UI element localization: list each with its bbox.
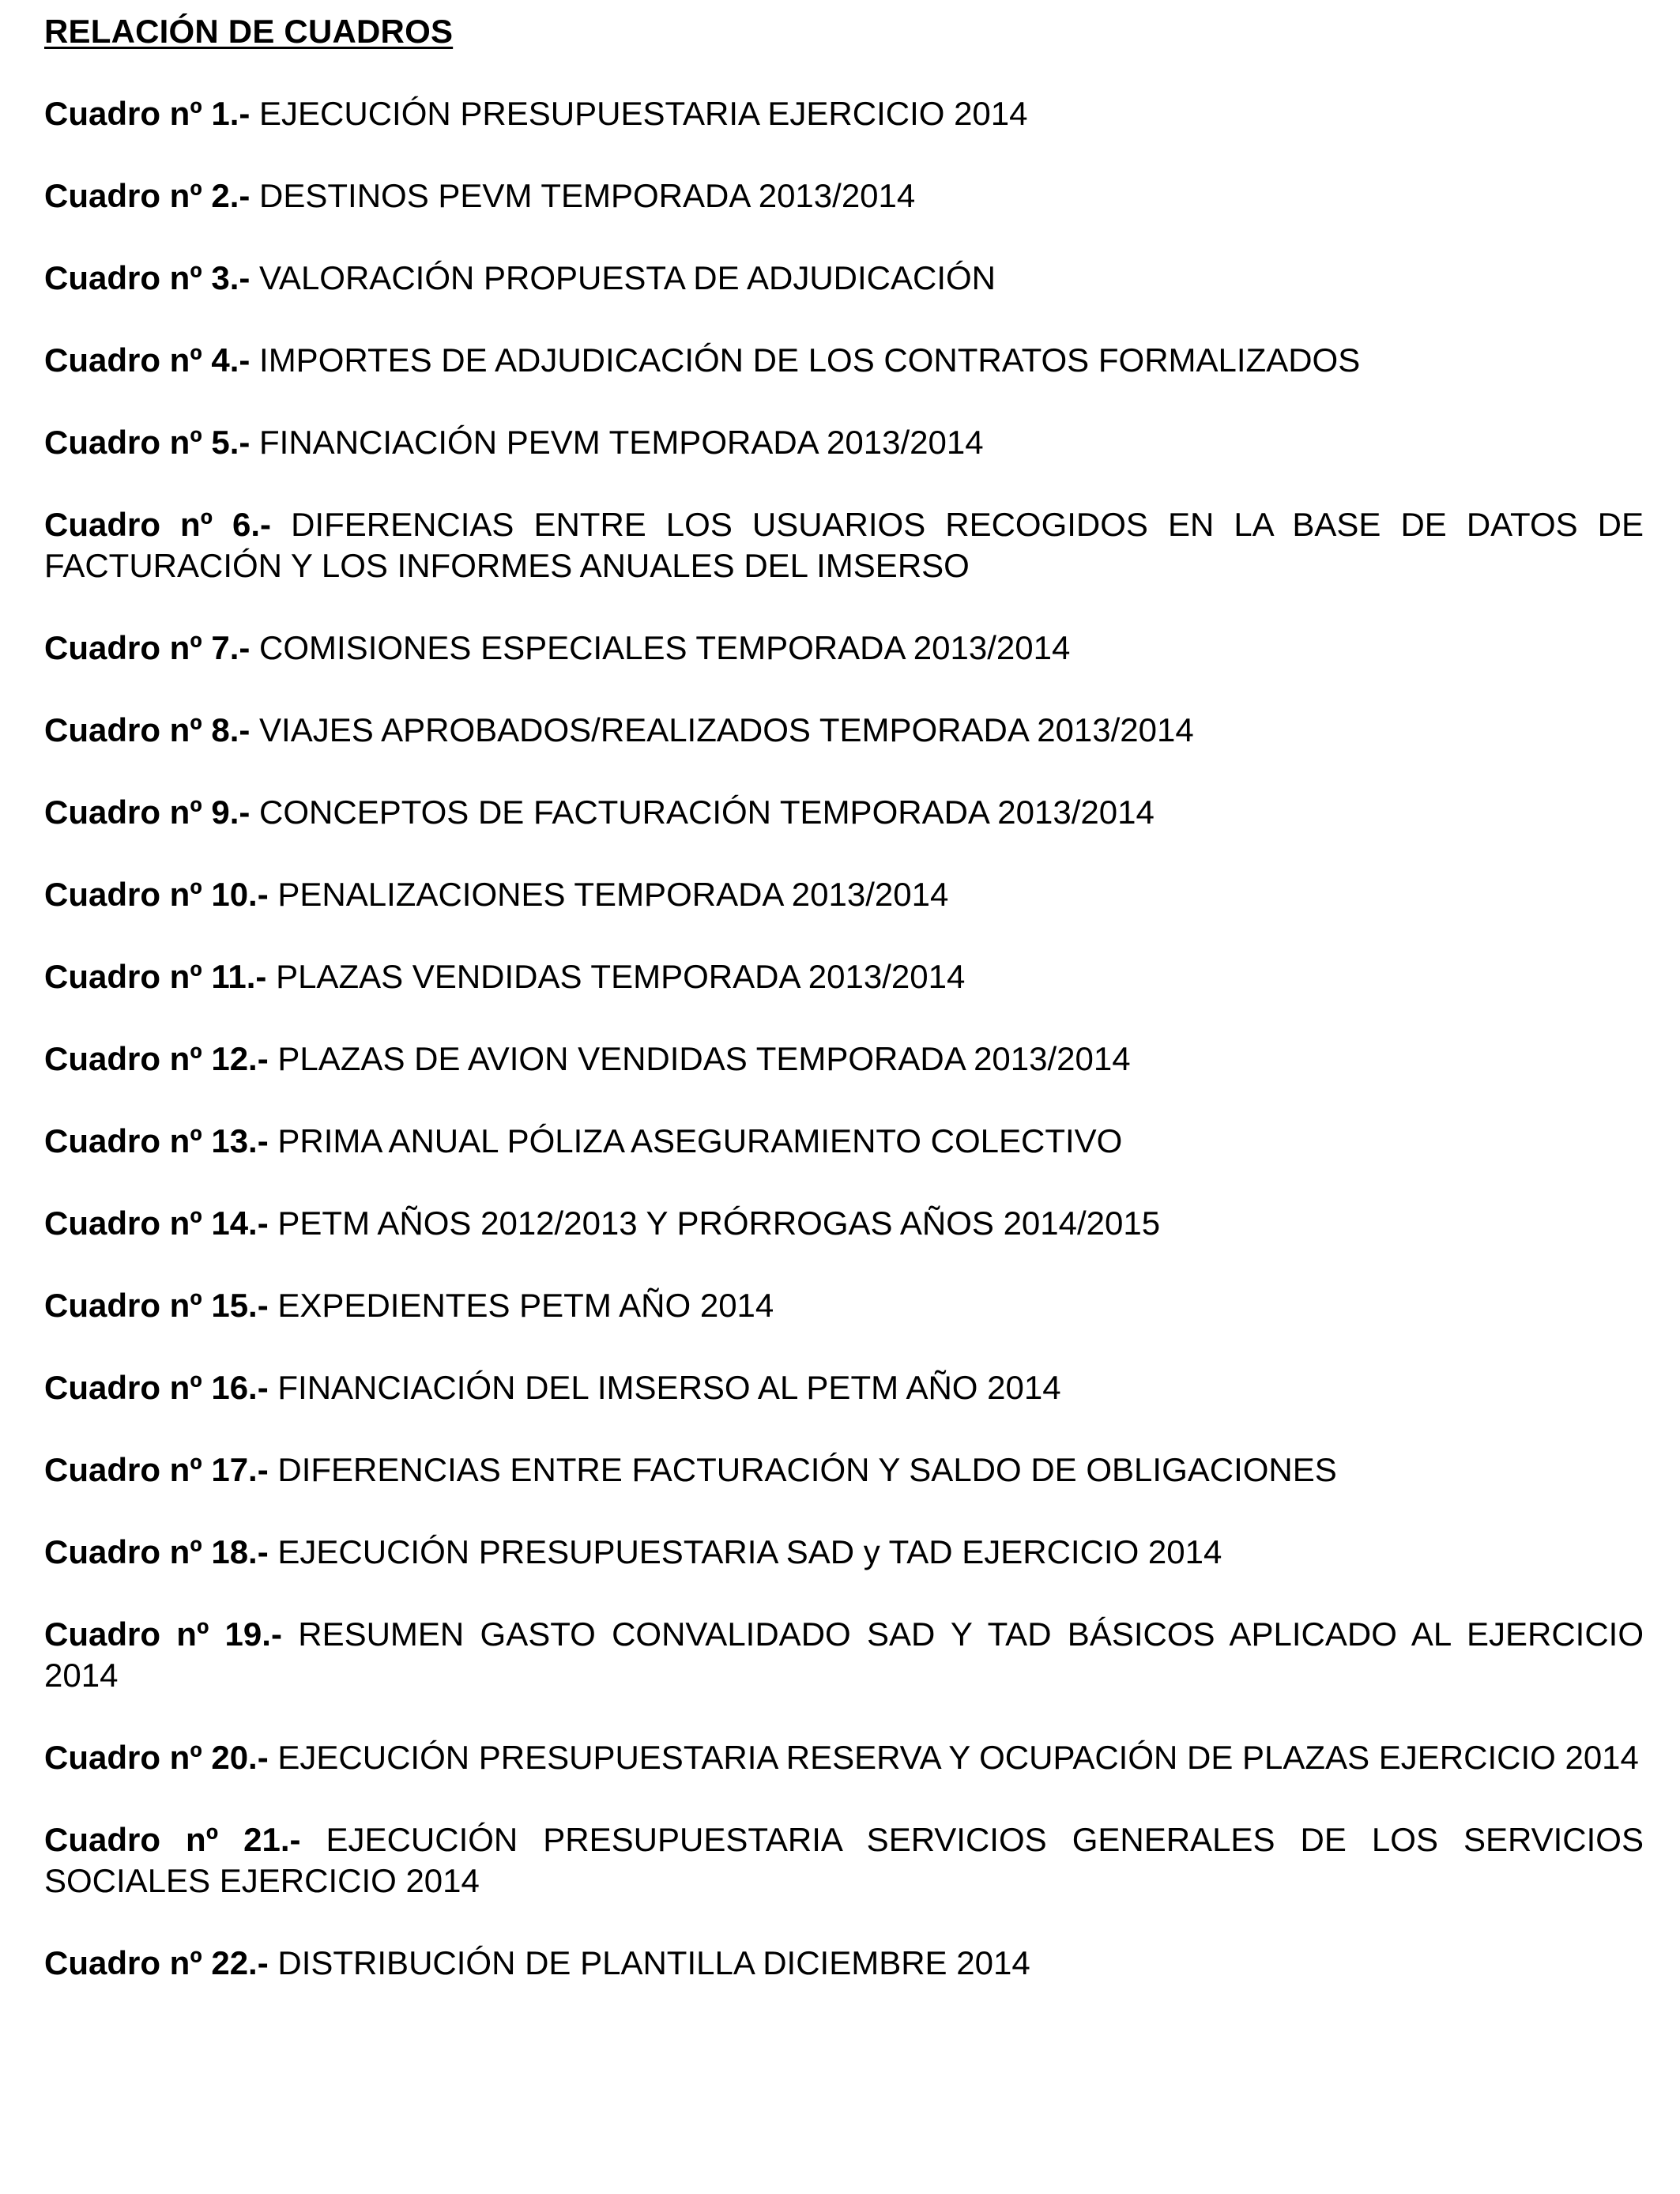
page-title: RELACIÓN DE CUADROS [44,13,454,50]
list-item [44,422,1644,463]
list-item [44,956,1644,997]
entry-label: Cuadro nº 11.- [44,958,267,995]
list-item [44,1819,1644,1902]
entry-label: Cuadro nº 12.- [44,1040,269,1077]
entry-label: Cuadro nº 4.- [44,341,250,379]
entry-label: Cuadro nº 14.- [44,1204,269,1242]
entry-label: Cuadro nº 16.- [44,1369,269,1406]
list-item [44,1532,1644,1573]
list-item [44,1943,1644,1984]
list-item [44,258,1644,299]
entry-text: CONCEPTOS DE FACTURACIÓN TEMPORADA 2013/2014 [259,794,1155,831]
list-item [44,1121,1644,1162]
entry-label: Cuadro nº 7.- [44,629,250,666]
entry-text: PLAZAS DE AVION VENDIDAS TEMPORADA 2013/2014 [277,1040,1131,1077]
list-item [44,1449,1644,1491]
entry-text: EJECUCIÓN PRESUPUESTARIA RESERVA Y OCUPACIÓN DE PLAZAS EJERCICIO 2014 [277,1739,1639,1776]
entry-text: EJECUCIÓN PRESUPUESTARIA SAD y TAD EJERCICIO 2014 [277,1533,1222,1570]
list-item [44,1285,1644,1326]
list-item [44,1737,1644,1778]
entry-label: Cuadro nº 3.- [44,259,250,296]
entry-text: FINANCIACIÓN DEL IMSERSO AL PETM AÑO 2014 [277,1369,1061,1406]
entry-text: DIFERENCIAS ENTRE FACTURACIÓN Y SALDO DE OBLIGACIONES [277,1451,1337,1488]
list-item [44,93,1644,134]
entry-text: EJECUCIÓN PRESUPUESTARIA SERVICIOS GENERALES DE LOS SERVICIOS SOCIALES EJERCICIO 2014 [44,1821,1644,1899]
entry-text: DISTRIBUCIÓN DE PLANTILLA DICIEMBRE 2014 [277,1944,1030,1981]
entry-label: Cuadro nº 5.- [44,424,250,461]
entry-label: Cuadro nº 10.- [44,876,269,913]
entry-text: DESTINOS PEVM TEMPORADA 2013/2014 [259,177,916,214]
entry-text: RESUMEN GASTO CONVALIDADO SAD Y TAD BÁSICOS APLICADO AL EJERCICIO 2014 [44,1615,1644,1694]
list-item [44,1039,1644,1080]
list-item [44,1203,1644,1244]
list-item [44,1367,1644,1408]
entry-label: Cuadro nº 22.- [44,1944,269,1981]
entry-label: Cuadro nº 13.- [44,1122,269,1159]
list-item [44,874,1644,915]
list-item [44,792,1644,833]
entry-label: Cuadro nº 8.- [44,711,250,748]
entry-text: PLAZAS VENDIDAS TEMPORADA 2013/2014 [276,958,966,995]
entry-text: PETM AÑOS 2012/2013 Y PRÓRROGAS AÑOS 2014/2015 [277,1204,1161,1242]
list-item [44,340,1644,381]
list-item [44,710,1644,751]
list-item [44,628,1644,669]
entry-text: PENALIZACIONES TEMPORADA 2013/2014 [277,876,949,913]
document-page [44,11,1644,1984]
list-item [44,504,1644,586]
entry-text: EJECUCIÓN PRESUPUESTARIA EJERCICIO 2014 [259,95,1028,132]
entry-label: Cuadro nº 1.- [44,95,250,132]
entry-text: IMPORTES DE ADJUDICACIÓN DE LOS CONTRATOS FORMALIZADOS [259,341,1361,379]
list-item [44,175,1644,217]
list-item [44,1614,1644,1696]
entry-label: Cuadro nº 15.- [44,1287,269,1324]
entry-label: Cuadro nº 17.- [44,1451,269,1488]
entry-label: Cuadro nº 9.- [44,794,250,831]
entry-label: Cuadro nº 6.- [44,506,272,543]
entry-label: Cuadro nº 18.- [44,1533,269,1570]
entry-label: Cuadro nº 20.- [44,1739,269,1776]
entry-label: Cuadro nº 2.- [44,177,250,214]
entry-text: PRIMA ANUAL PÓLIZA ASEGURAMIENTO COLECTIVO [277,1122,1123,1159]
entry-text: EXPEDIENTES PETM AÑO 2014 [277,1287,774,1324]
entry-label: Cuadro nº 19.- [44,1615,282,1653]
entry-text: COMISIONES ESPECIALES TEMPORADA 2013/2014 [259,629,1071,666]
entry-text: DIFERENCIAS ENTRE LOS USUARIOS RECOGIDOS EN LA BASE DE DATOS DE FACTURACIÓN Y LOS INFORMES ANUALES DEL IMSERSO [44,506,1644,584]
entry-text: VIAJES APROBADOS/REALIZADOS TEMPORADA 2013/2014 [259,711,1194,748]
entry-text: VALORACIÓN PROPUESTA DE ADJUDICACIÓN [259,259,996,296]
entry-text: FINANCIACIÓN PEVM TEMPORADA 2013/2014 [259,424,984,461]
entry-label: Cuadro nº 21.- [44,1821,301,1858]
